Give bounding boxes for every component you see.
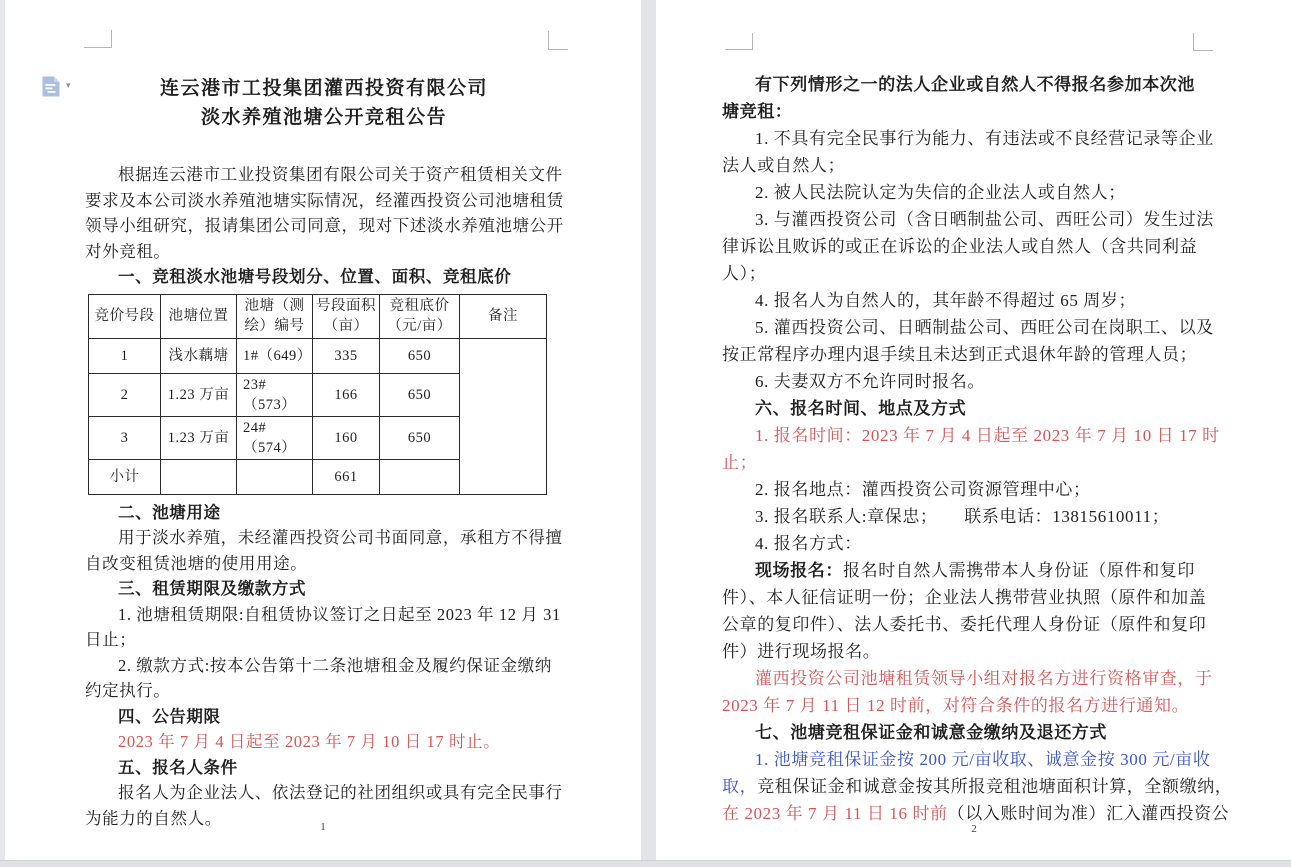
text-line — [85, 704, 563, 730]
text-line — [722, 422, 1220, 449]
text-line — [722, 98, 1216, 125]
text-run: 按正常程序办理内退手续且未达到正式退休年龄的管理人员； — [722, 345, 1198, 364]
table-cell: 3 — [89, 416, 161, 459]
text-line — [722, 503, 1216, 530]
text-line — [722, 287, 1216, 314]
table-cell: 小计 — [89, 459, 161, 494]
text-run: 法人或自然人； — [722, 156, 846, 175]
text-run: 4. 报名方式： — [755, 534, 862, 553]
text-line — [722, 395, 1216, 422]
text-line — [722, 449, 1216, 476]
canvas-bottom-edge — [0, 860, 1291, 867]
text-run: 要求及本公司淡水养殖池塘实际情况，经灌西投资公司池塘租赁 — [85, 190, 564, 210]
page-gap — [641, 0, 656, 860]
text-run: 塘竞租： — [722, 102, 793, 121]
text-run: 三、租赁期限及缴款方式 — [118, 579, 307, 598]
table-cell: 335 — [313, 338, 380, 373]
text-line — [85, 264, 563, 290]
text-line — [85, 551, 563, 577]
text-line — [722, 152, 1216, 179]
text-run: 四、公告期限 — [118, 706, 221, 726]
text-run: 2. 报名地点：灌西投资公司资源管理中心； — [755, 480, 1091, 499]
text-line — [85, 162, 563, 188]
text-run: 2. 被人民法院认定为失信的企业法人或自然人； — [755, 183, 1126, 202]
text-run: 日止； — [85, 630, 137, 649]
table-cell: 661 — [313, 459, 380, 494]
text-line — [722, 611, 1216, 638]
table-cell: 650 — [380, 373, 460, 416]
table-header-cell: 池塘（测绘）编号 — [237, 294, 313, 338]
table-cell: 166 — [313, 373, 380, 416]
pond-lots-table — [88, 294, 547, 495]
text-run: 有下列情形之一的法人企业或自然人不得报名参加本次池 — [755, 75, 1195, 94]
text-run: 5. 灌西投资公司、日晒制盐公司、西旺公司在岗职工、以及 — [755, 318, 1214, 337]
table-cell — [237, 459, 313, 494]
text-run: 报名人为企业法人、依法登记的社团组织或具有完全民事行 — [118, 783, 563, 802]
text-run: 连云港市工投集团灌西投资有限公司 — [159, 78, 488, 99]
text-run: 3. 与灌西投资公司（含日晒制盐公司、西旺公司）发生过法 — [755, 210, 1214, 229]
text-line — [85, 213, 563, 239]
text-run: 自改变租赁池塘的使用用途。 — [85, 553, 308, 573]
text-line — [722, 233, 1216, 260]
text-run: 为能力的自然人。 — [85, 808, 222, 828]
text-line — [85, 755, 563, 781]
text-line — [85, 729, 563, 755]
document-title-line — [85, 103, 563, 132]
table-cell: 160 — [313, 416, 380, 459]
table-cell — [380, 459, 460, 494]
text-line — [85, 602, 563, 628]
table-cell: 23#（573） — [237, 373, 313, 416]
text-run: 对外竞租。 — [85, 241, 171, 261]
text-run: 律诉讼且败诉的或正在诉讼的企业法人或自然人（含共同利益 — [722, 237, 1198, 256]
text-line — [85, 525, 563, 551]
text-run: 领导小组研究，报请集团公司同意，现对下述淡水养殖池塘公开 — [85, 216, 564, 235]
text-run: 六、报名时间、地点及方式 — [755, 399, 967, 418]
text-line — [722, 260, 1216, 287]
text-run: 件）、本人征信证明一份；企业法人携带营业执照（原件和加盖 — [722, 588, 1207, 607]
text-run: 4. 报名人为自然人的，其年龄不得超过 65 周岁； — [755, 291, 1137, 310]
table-row — [89, 338, 547, 373]
text-run: 取， — [722, 777, 758, 796]
table-cell — [161, 459, 237, 494]
text-line — [722, 746, 1216, 773]
table-header-cell: 号段面积（亩） — [313, 294, 380, 338]
table-cell: 650 — [380, 338, 460, 373]
text-line — [85, 678, 563, 704]
table-remark-cell — [460, 338, 547, 494]
dropdown-arrow-icon[interactable]: ▾ — [66, 81, 71, 91]
table-cell: 1 — [89, 338, 161, 373]
text-line — [722, 584, 1216, 611]
text-run: 灌西投资公司池塘租赁领导小组对报名方进行资格审查，于 — [755, 669, 1213, 688]
text-run: 竞租保证金和诚意金按其所报竞租池塘面积计算，全额缴纳， — [757, 777, 1233, 796]
text-run: （以入账时间为准）汇入灌西投资公 — [947, 804, 1230, 823]
table-cell: 1#（649） — [237, 338, 313, 373]
table-header-cell: 竞价号段 — [89, 294, 161, 338]
text-line — [722, 773, 1233, 800]
text-run: 1. 报名时间：2023 年 7 月 4 日起至 2023 年 7 月 10 日 17 时 — [755, 426, 1220, 445]
text-line — [722, 665, 1216, 692]
page-1 — [5, 0, 641, 860]
table-cell: 24#（574） — [237, 416, 313, 459]
text-line — [722, 368, 1216, 395]
table-cell: 2 — [89, 373, 161, 416]
text-run: 七、池塘竞租保证金和诚意金缴纳及退还方式 — [755, 723, 1107, 742]
table-cell: 浅水藕塘 — [161, 338, 237, 373]
text-line — [722, 476, 1216, 503]
text-run: 6. 夫妻双方不允许同时报名。 — [755, 372, 985, 391]
text-run: 现场报名： — [755, 561, 843, 580]
text-line — [722, 179, 1216, 206]
text-line — [722, 125, 1216, 152]
text-line — [722, 692, 1216, 719]
document-title-line — [85, 74, 563, 103]
text-line — [722, 557, 1216, 584]
text-run: 约定执行。 — [85, 681, 171, 700]
text-line — [722, 314, 1216, 341]
table-cell: 1.23 万亩 — [161, 373, 237, 416]
text-line — [85, 239, 563, 265]
text-run: 报名时自然人需携带本人身份证（原件和复印 — [843, 561, 1195, 580]
table-cell: 650 — [380, 416, 460, 459]
text-line — [85, 653, 563, 679]
text-run: 1. 池塘竞租保证金按 200 元/亩收取、诚意金按 300 元/亩收 — [755, 750, 1211, 769]
table-header-cell: 池塘位置 — [161, 294, 237, 338]
text-run: 2023 年 7 月 11 日 12 时前，对符合条件的报名方进行通知。 — [722, 696, 1190, 715]
text-run: 二、池塘用途 — [118, 502, 221, 522]
page-2-content — [656, 0, 1291, 827]
text-run: 3. 报名联系人:章保忠； 联系电话：13815610011； — [755, 507, 1170, 526]
page-1-content — [5, 0, 641, 831]
text-run: 止； — [722, 453, 758, 472]
text-line — [85, 627, 563, 653]
text-run: 根据连云港市工业投资集团有限公司关于资产租赁相关文件 — [118, 165, 563, 184]
table-header-cell: 竞租底价（元/亩） — [380, 294, 460, 338]
table-cell: 1.23 万亩 — [161, 416, 237, 459]
text-run: 人）； — [722, 264, 767, 283]
text-line — [85, 132, 563, 162]
text-run: 1. 不具有完全民事行为能力、有违法或不良经营记录等企业 — [755, 129, 1214, 148]
text-line — [722, 638, 1216, 665]
page-1-number: 1 — [320, 821, 326, 833]
text-run: 一、竞租淡水池塘号段划分、位置、面积、竞租底价 — [118, 267, 512, 286]
text-run: 1. 池塘租赁期限:自租赁协议签订之日起至 2023 年 12 月 31 — [118, 604, 561, 624]
text-line — [722, 530, 1216, 557]
text-line — [722, 719, 1216, 746]
text-line — [722, 71, 1216, 98]
page-2-number: 2 — [971, 823, 977, 835]
text-run: 2. 缴款方式:按本公告第十二条池塘租金及履约保证金缴纳 — [118, 655, 552, 675]
text-run: 在 2023 年 7 月 11 日 16 时前 — [722, 804, 948, 823]
text-line — [85, 780, 563, 806]
text-run: 2023 年 7 月 4 日起至 2023 年 7 月 10 日 17 时止。 — [118, 732, 501, 751]
text-run: 淡水养殖池塘公开竞租公告 — [200, 107, 447, 128]
text-run: 用于淡水养殖，未经灌西投资公司书面同意，承租方不得擅 — [118, 528, 563, 547]
text-line — [722, 341, 1216, 368]
text-run: 五、报名人条件 — [118, 757, 238, 777]
text-run: 公章的复印件）、法人委托书、委托代理人身份证（原件和复印 — [722, 615, 1207, 634]
text-line — [85, 576, 563, 602]
text-line — [722, 206, 1216, 233]
table-header-cell: 备注 — [460, 294, 547, 338]
text-run: 件）进行现场报名。 — [722, 642, 881, 661]
text-line — [85, 188, 563, 214]
text-line — [85, 500, 563, 526]
page-2 — [656, 0, 1291, 860]
